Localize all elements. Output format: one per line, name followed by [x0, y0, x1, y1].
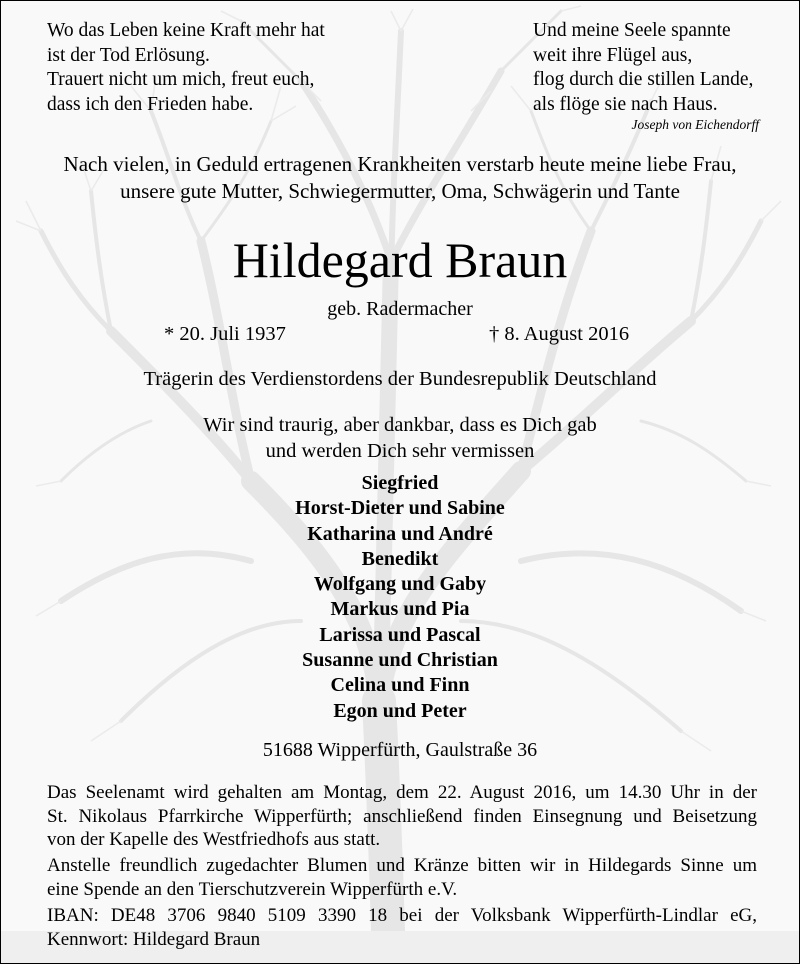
family-member: Wolfgang und Gaby	[313, 573, 487, 596]
poem-line: flog durch die stillen Lande,	[533, 69, 754, 90]
family-member: Egon und Peter	[333, 699, 467, 722]
thanks-line: Wir sind traurig, aber dankbar, dass es Dich gab	[203, 414, 597, 436]
thanks-text	[1, 412, 799, 464]
family-member: Susanne und Christian	[302, 649, 498, 672]
family-member: Larissa und Pascal	[319, 623, 481, 646]
poem-line: weit ihre Flügel aus,	[533, 44, 693, 66]
family-member: Markus und Pia	[330, 598, 470, 621]
poem-left	[47, 19, 325, 117]
donation-line: Anstelle freundlich zugedachter Blumen und Kränze bitten wir in Hildegards Sinne um	[47, 855, 757, 876]
bank-line: Kennwort: Hildegard Braun	[47, 928, 261, 950]
poem-line: ist der Tod Erlösung.	[47, 44, 210, 66]
poem-line: Trauert nicht um mich, freut euch,	[47, 69, 315, 90]
bank-paragraph	[47, 904, 757, 951]
family-list	[1, 471, 799, 724]
family-member: Katharina und André	[307, 522, 493, 545]
donation-paragraph	[47, 854, 757, 901]
service-paragraph	[47, 781, 757, 852]
address: 51688 Wipperfürth, Gaulstraße 36	[262, 739, 538, 761]
intro-text	[1, 151, 799, 205]
poem-right	[533, 19, 753, 117]
service-line: von der Kapelle des Westfriedhofs aus statt.	[47, 829, 381, 850]
bank-line: IBAN: DE48 3706 9840 5109 3390 18 bei der Volksbank Wipperfürth-Lindlar eG,	[47, 905, 757, 926]
service-line: St. Nikolaus Pfarrkirche Wipperfürth; anschließend finden Einsegnung und Beisetzung	[47, 805, 757, 827]
intro-line: Nach vielen, in Geduld ertragenen Krankheiten verstarb heute meine liebe Frau,	[63, 152, 737, 176]
service-line: Das Seelenamt wird gehalten am Montag, dem 22. August 2016, um 14.30 Uhr in der	[47, 782, 757, 803]
intro-line: unsere gute Mutter, Schwiegermutter, Oma, Schwägerin und Tante	[120, 179, 680, 203]
family-member: Horst-Dieter und Sabine	[295, 497, 505, 520]
death-date: † 8. August 2016	[489, 323, 630, 345]
family-member: Siegfried	[361, 472, 439, 494]
birth-date: * 20. Juli 1937	[164, 323, 286, 345]
donation-line: eine Spende an den Tierschutzverein Wipperfürth e.V.	[47, 878, 458, 900]
poem-line: als flöge sie nach Haus.	[533, 93, 718, 115]
poem-line: dass ich den Frieden habe.	[47, 93, 254, 115]
poem-author: Joseph von Eichendorff	[631, 117, 759, 132]
poem-line: Und meine Seele spannte	[533, 20, 731, 41]
deceased-name: Hildegard Braun	[232, 232, 568, 288]
poem-line: Wo das Leben keine Kraft mehr hat	[47, 20, 325, 41]
honor-text: Trägerin des Verdienstordens der Bundesrepublik Deutschland	[143, 368, 657, 390]
family-member: Benedikt	[361, 547, 439, 570]
family-member: Celina und Finn	[330, 674, 470, 697]
thanks-line: und werden Dich sehr vermissen	[265, 440, 535, 462]
maiden-name: geb. Radermacher	[327, 298, 473, 320]
